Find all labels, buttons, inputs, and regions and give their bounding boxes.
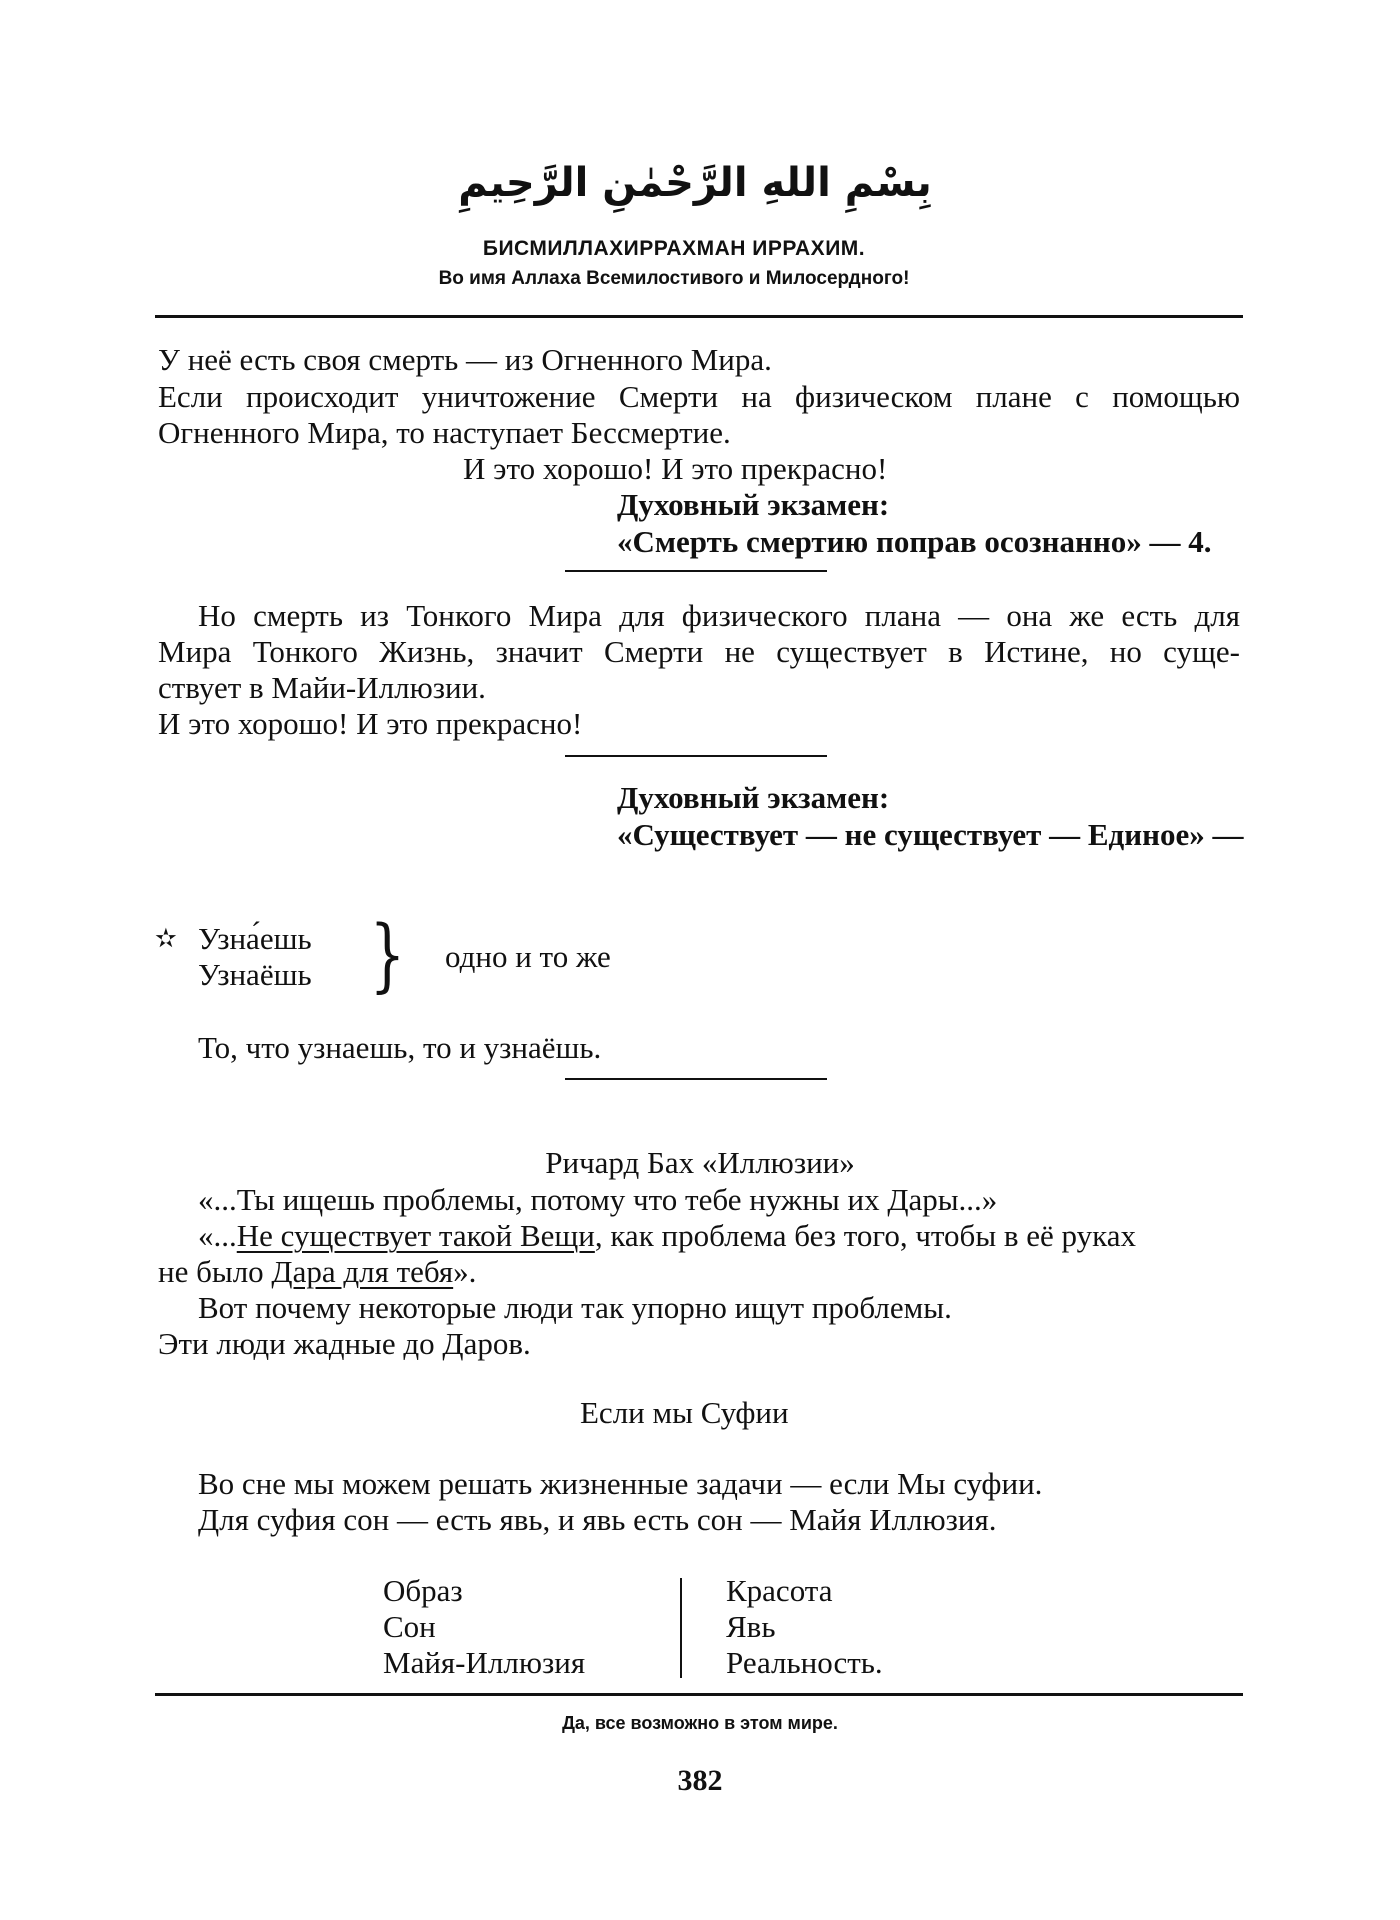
s1-line2: Если происходит уничтожение Смерти на физическом плане с помощью xyxy=(158,379,1240,414)
s5-line2: Для суфия сон — есть явь, и явь есть сон — Майя Иллюзия. xyxy=(198,1502,997,1537)
s3-word1: Узна́ешь xyxy=(198,921,312,956)
s2-line1: Но смерть из Тонкого Мира для физического плана — она же есть для xyxy=(198,598,1240,633)
s4-line5: Эти люди жадные до Даров. xyxy=(158,1326,531,1361)
s1-exam-text: «Смерть смертию поправ осознанно» — 4. xyxy=(617,524,1212,559)
s1-line4: И это хорошо! И это прекрасно! xyxy=(463,451,888,486)
s1-line3: Огненного Мира, то наступает Бессмертие. xyxy=(158,415,731,450)
s4-quote2-rest: , как проблема без того, чтобы в её руках xyxy=(594,1218,1136,1253)
s4-quote2 xyxy=(198,1218,1136,1254)
s3-same: одно и то же xyxy=(445,939,611,974)
s4-heading: Ричард Бах «Иллюзии» xyxy=(545,1145,855,1180)
s4-quote1: «...Ты ищешь проблемы, потому что тебе нужны их Дары...» xyxy=(198,1182,998,1217)
s3-divider xyxy=(565,1078,827,1080)
s2-line3: ствует в Майи-Иллюзии. xyxy=(158,670,486,705)
s3-sentence: То, что узнаешь, то и узнаёшь. xyxy=(198,1030,602,1065)
s4-quote3-close: ». xyxy=(453,1254,477,1289)
s5-right-column xyxy=(726,1573,883,1681)
right-brace-icon: } xyxy=(369,908,406,1001)
s5-column-divider xyxy=(680,1578,682,1678)
s2-exam-label: Духовный экзамен: xyxy=(617,780,890,815)
s4-quote3 xyxy=(158,1254,476,1290)
s5-right-item: Явь xyxy=(726,1609,776,1644)
bismillah-calligraphy-text: بِسْمِ اللهِ الرَّحْمٰنِ الرَّحِيمِ xyxy=(458,160,932,206)
s4-quote3-start: не было xyxy=(158,1254,272,1289)
bismillah-calligraphy xyxy=(458,126,932,226)
s5-left-item: Образ xyxy=(383,1573,463,1608)
s5-left-column xyxy=(383,1573,585,1681)
s4-quote2-open: «... xyxy=(198,1218,237,1253)
header-title: БИСМИЛЛАХИРРАХМАН ИРРАХИМ. xyxy=(482,237,866,260)
s2-line4: И это хорошо! И это прекрасно! xyxy=(158,706,583,741)
s4-line4: Вот почему некоторые люди так упорно ищут проблемы. xyxy=(198,1290,952,1325)
s4-quote3-underlined: Дара для тебя xyxy=(271,1254,454,1289)
s5-line1: Во сне мы можем решать жизненные задачи — если Мы суфии. xyxy=(198,1466,1043,1501)
header-rule xyxy=(155,315,1243,318)
s2-line2: Мира Тонкого Жизнь, значит Смерти не существует в Истине, но суще- xyxy=(158,634,1240,669)
s2-divider xyxy=(565,755,827,757)
star-icon: ✫ xyxy=(155,924,177,953)
s1-exam-label: Духовный экзамен: xyxy=(617,487,890,522)
s2-exam-text: «Существует — не существует — Единое» — xyxy=(617,817,1244,852)
s1-line1: У неё есть своя смерть — из Огненного Мира. xyxy=(158,342,772,377)
s5-left-item: Майя-Иллюзия xyxy=(383,1645,586,1680)
s5-left-item: Сон xyxy=(383,1609,436,1644)
s5-heading: Если мы Суфии xyxy=(580,1395,789,1430)
s1-divider xyxy=(565,570,827,572)
s4-quote2-underlined: Не существует такой Вещи xyxy=(236,1218,595,1253)
footer-motto: Да, все возможно в этом мире. xyxy=(562,1713,838,1733)
header-subtitle: Во имя Аллаха Всемилостивого и Милосердного! xyxy=(438,268,910,289)
s5-right-item: Реальность. xyxy=(726,1645,883,1680)
s3-word2: Узнаёшь xyxy=(198,957,312,992)
page-number: 382 xyxy=(677,1764,723,1797)
s5-right-item: Красота xyxy=(726,1573,833,1608)
footer-rule xyxy=(155,1693,1243,1696)
